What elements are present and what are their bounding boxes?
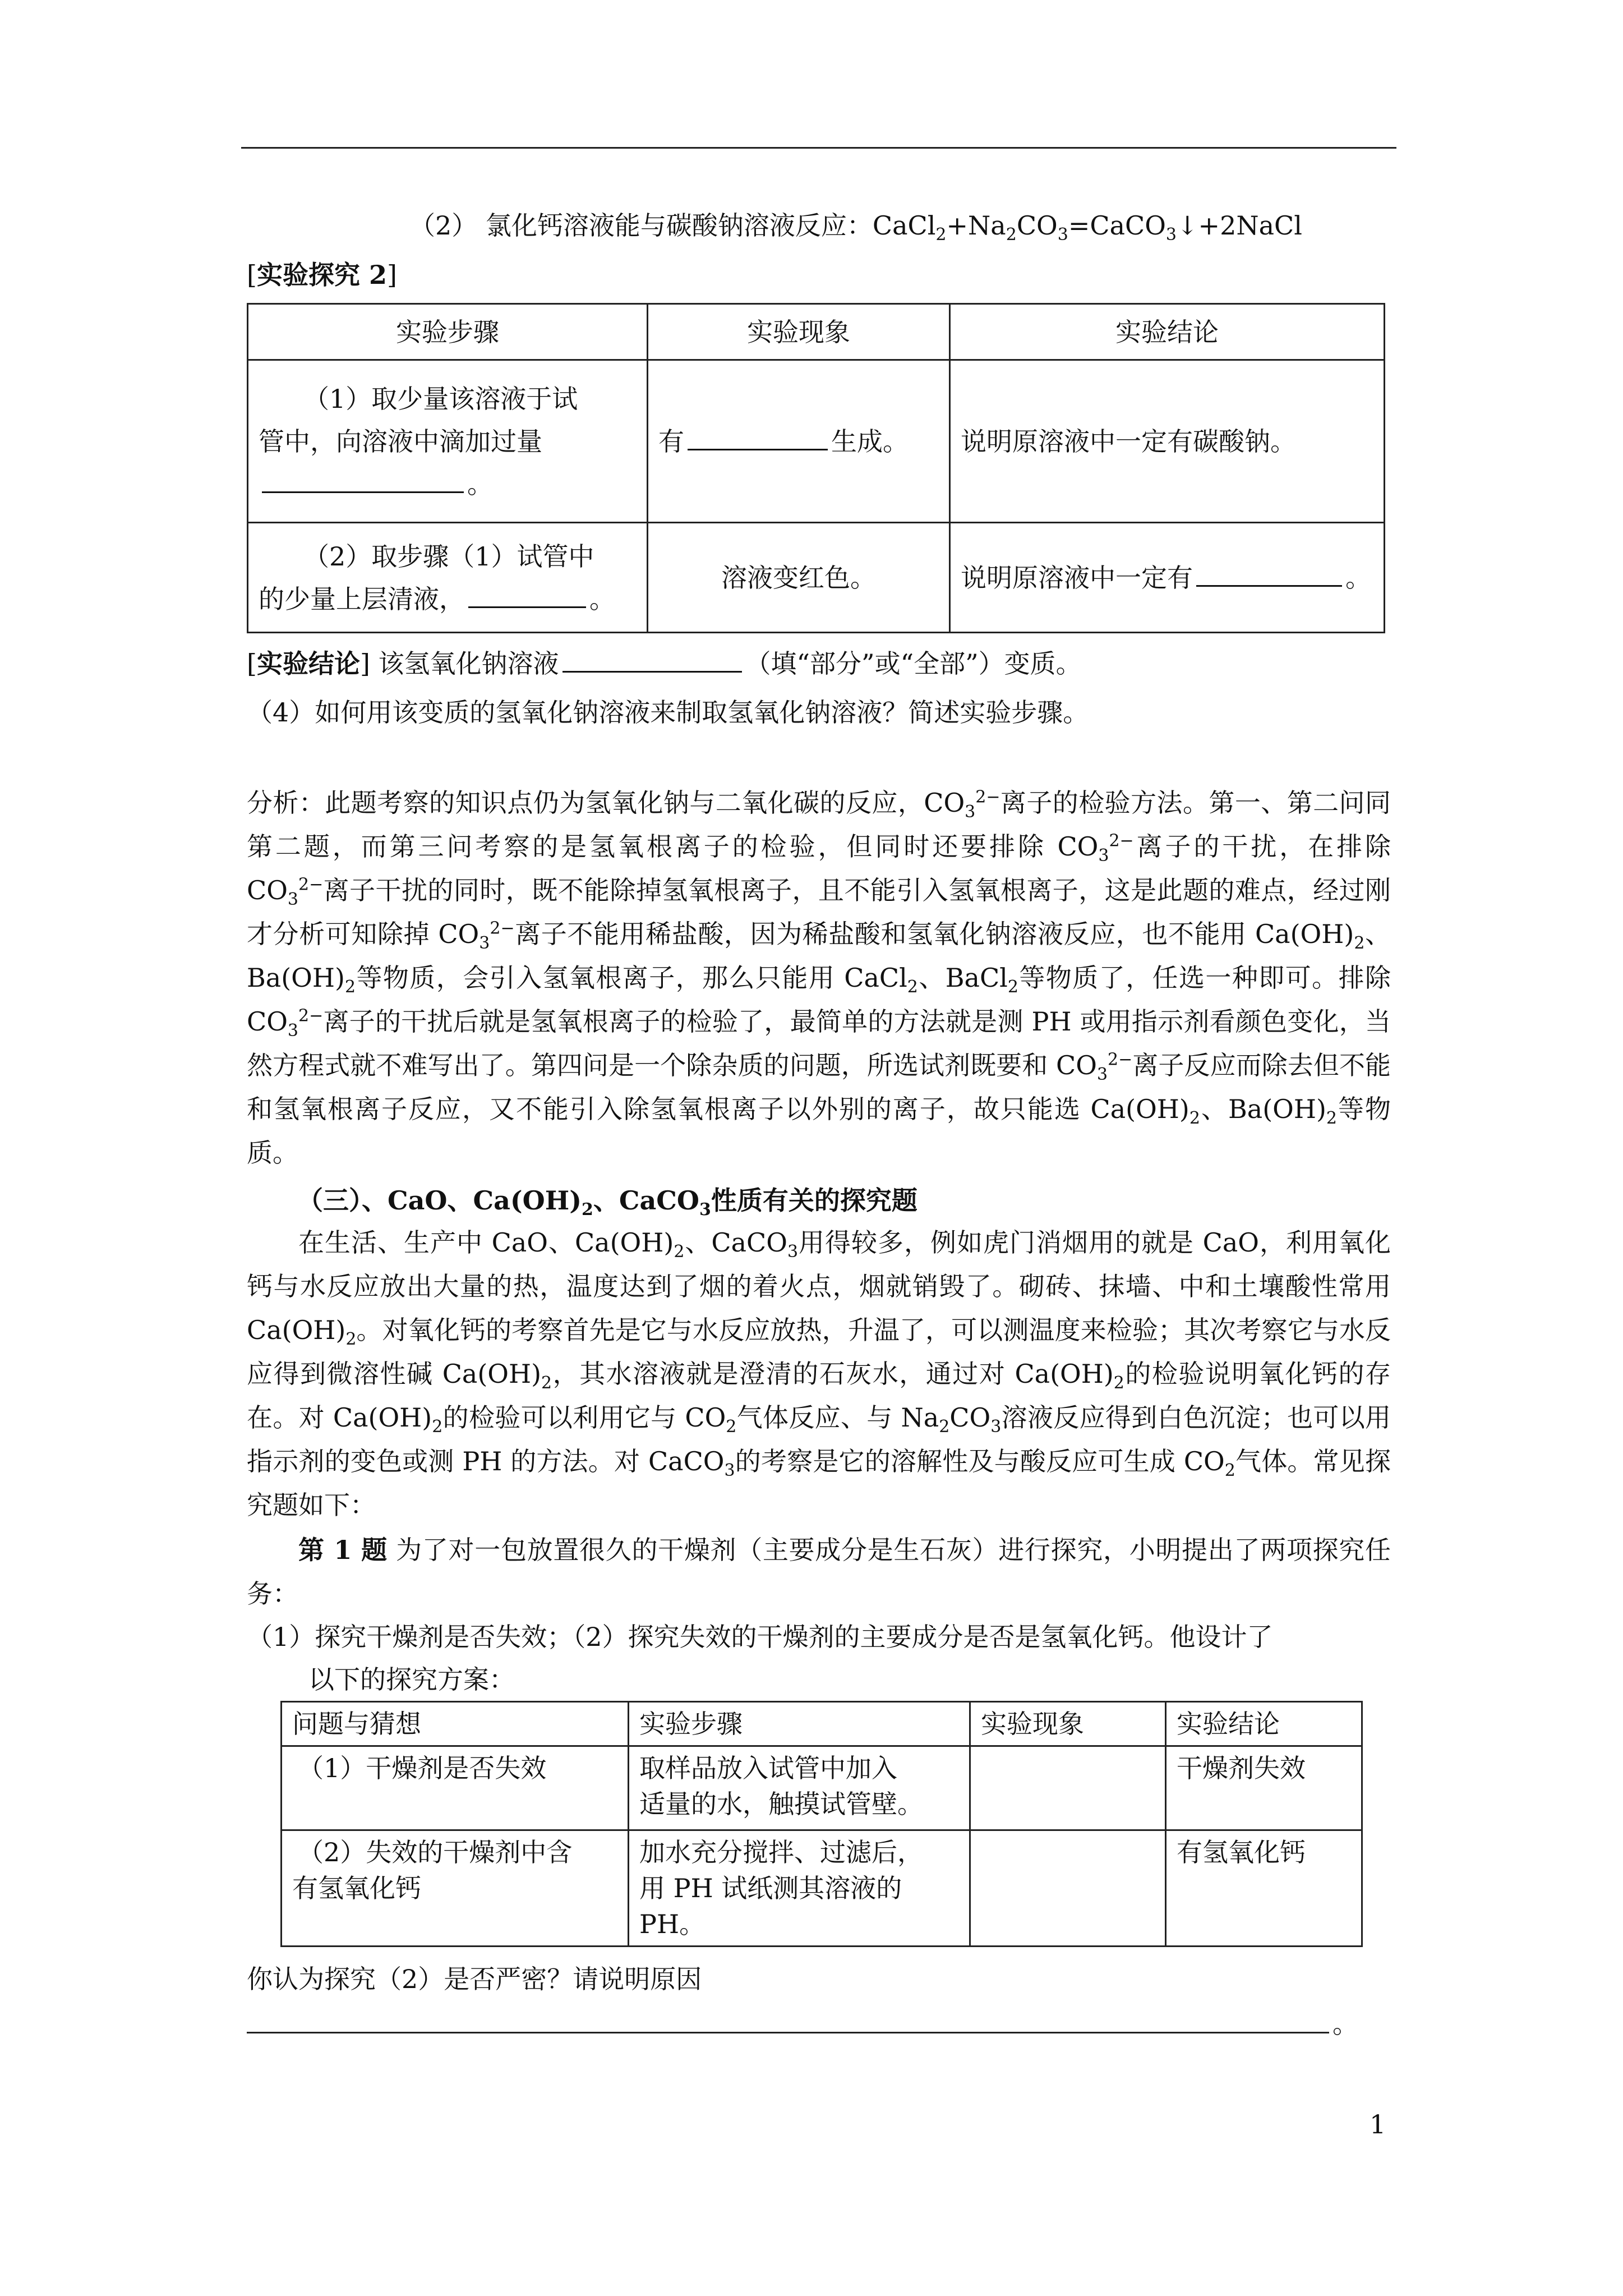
section-3-title: （三）、CaO、$Ca(OH)_2$、CaCO$_3$性质有关的探究题 [297,1185,917,1220]
table2-row1-steps: 取样品放入试管中加入 适量的水，触摸试管壁。 [629,1746,970,1830]
answer-blank[interactable] [1196,559,1342,587]
table-row [248,523,1385,633]
section-heading-exp2: [实验探究 2] [247,260,397,290]
answer-line[interactable] [247,2032,1329,2033]
table2-header-conclusion: 实验结论 [1166,1702,1362,1746]
table1-row1-step: （1）取少量该溶液于试 管中，向溶液中滴加过量 。 [248,360,648,523]
table2-row2-question: （2）失效的干燥剂中含 有氢氧化钙 [282,1830,629,1947]
analysis-paragraph: 分析：此题考察的知识点仍为氢氧化钠与二氧化碳的反应，$CO_3^{2-}$离子的检验方法。第一、第二问同第二题，而第三问考察的是氢氧根离子的检验，但同时还要排除 $CO_3^{2-}$离子的干扰，在排除 $CO_3^{2-}$离子干扰的同时，既不能除掉氢氧根离子，且不能引入氢氧根离子，这是此题的难点，经过刚才分析可知除掉 $CO_3^{2-}$离子不能用稀盐酸，因为稀盐酸和氢氧化钠溶液反应，也不能用 $Ca(OH)_2$、$Ba(OH)_2$等物质，会引入氢氧根离子，那么只能用 CaCl$_2$、BaCl$_2$等物质了，任选一种即可。排除 $CO_3^{2-}$离子的干扰后就是氢氧根离子的检验了，最简单的方法就是测 PH 或用指示剂看颜色变化，当然方程式就不难写出了。第四问是一个除杂质的问题，所选试剂既要和 $CO_3^{2-}$离子反应而除去但不能和氢氧根离子反应，又不能引入除氢氧根离子以外别的离子，故只能选 $Ca(OH)_2$、$Ba(OH)_2$等物质。 [247,787,1391,1168]
final-question: 你认为探究（2）是否严密？请说明原因 [247,1964,702,1994]
problem-1-tasks-cont: 以下的探究方案： [308,1664,515,1695]
table1-row1-phenomenon: 有 生成。 [648,360,950,523]
intro-paragraph: 在生活、生产中 CaO、$Ca(OH)_2$、CaCO$_3$用得较多，例如虎门消烟用的就是 CaO，利用氧化钙与水反应放出大量的热，温度达到了烟的着火点，烟就销毁了。砌砖、抹墙、中和土壤酸性常用 $Ca(OH)_2$。对氧化钙的考察首先是它与水反应放热，升温了，可以测温度来检验；其次考察它与水反应得到微溶性碱 $Ca(OH)_2$，其水溶液就是澄清的石灰水，通过对 $Ca(OH)_2$的检验说明氧化钙的存在。对 $Ca(OH)_2$的检验可以利用它与 $CO_2$气体反应、与 $Na_2CO_3$溶液反应得到白色沉淀；也可以用指示剂的变色或测 PH 的方法。对 CaCO$_3$的考察是它的溶解性及与酸反应可生成 $CO_2$气体。常见探究题如下： [247,1227,1391,1520]
answer-blank[interactable] [262,466,464,493]
table1-row2-conclusion: 说明原溶液中一定有 。 [950,523,1385,633]
page-number: 1 [1370,2109,1386,2139]
table2-header-steps: 实验步骤 [629,1702,970,1746]
header-rule [241,147,1396,149]
answer-blank[interactable] [562,645,742,673]
table2-row2-steps: 加水充分搅拌、过滤后， 用 PH 试纸测其溶液的 PH。 [629,1830,970,1947]
problem-1-tasks: （1）探究干燥剂是否失效；（2）探究失效的干燥剂的主要成分是否是氢氧化钙。他设计了 [247,1622,1273,1652]
table2-row2-phenomenon [970,1830,1166,1947]
reaction-equation-line: （2） 氯化钙溶液能与碳酸钠溶液反应：$CaCl_2+Na_2CO_3=CaCO_3↓+2NaCl$ [409,210,1302,245]
table2-row1-phenomenon [970,1746,1166,1830]
table1-row2-step: （2）取步骤（1）试管中 的少量上层清液， 。 [248,523,648,633]
table1-header-steps: 实验步骤 [248,304,648,360]
table1-row1-conclusion: 说明原溶液中一定有碳酸钠。 [950,360,1385,523]
answer-blank[interactable] [468,581,586,608]
experiment-table-1 [247,303,1385,633]
table1-row2-phenomenon: 溶液变红色。 [648,523,950,633]
table2-row1-question: （1）干燥剂是否失效 [282,1746,629,1830]
question-4: （4）如何用该变质的氢氧化钠溶液来制取氢氧化钠溶液？简述实验步骤。 [247,697,1089,728]
table2-header-phenomenon: 实验现象 [970,1702,1166,1746]
table-row [282,1746,1362,1830]
experiment-table-2 [280,1701,1363,1947]
table2-row1-conclusion: 干燥剂失效 [1166,1746,1362,1830]
table-row [282,1830,1362,1947]
table2-header-question: 问题与猜想 [282,1702,629,1746]
problem-1: 第 1 题 为了对一包放置很久的干燥剂（主要成分是生石灰）进行探究，小明提出了两项探究任务： [247,1535,1391,1609]
table-row [248,360,1385,523]
answer-line-period: 。 [1332,2009,1358,2039]
table1-header-conclusion: 实验结论 [950,304,1385,360]
answer-blank[interactable] [688,423,828,450]
experiment-conclusion-line: [实验结论] 该氢氧化钠溶液 （填“部分”或“全部”）变质。 [247,645,1082,680]
table1-header-phenomenon: 实验现象 [648,304,950,360]
table2-row2-conclusion: 有氢氧化钙 [1166,1830,1362,1947]
